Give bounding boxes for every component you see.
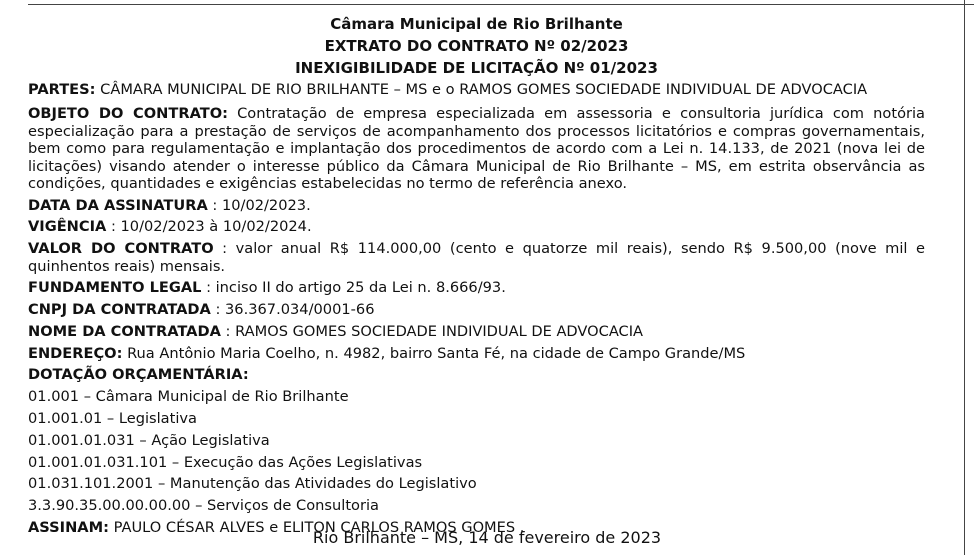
data-assinatura-label: DATA DA ASSINATURA (28, 196, 208, 214)
dotacao-item: 01.001.01 – Legislativa (28, 410, 197, 428)
fundamento-label: FUNDAMENTO LEGAL (28, 279, 202, 297)
top-border (28, 4, 974, 5)
nome-value: : RAMOS GOMES SOCIEDADE INDIVIDUAL DE ADVOCACIA (220, 322, 644, 340)
partes-value: CÂMARA MUNICIPAL DE RIO BRILHANTE – MS e o RAMOS GOMES SOCIEDADE INDIVIDUAL DE ADVOCACIA (95, 81, 868, 99)
fundamento-value: : inciso II do artigo 25 da Lei n. 8.666/93. (201, 279, 506, 297)
document-title: EXTRATO DO CONTRATO Nº 02/2023 (324, 36, 629, 55)
endereco-value: Rua Antônio Maria Coelho, n. 4982, bairro Santa Fé, na cidade de Campo Grande/MS (122, 344, 746, 362)
contract-extract (28, 14, 925, 539)
data-assinatura-line (28, 195, 925, 217)
org-name: Câmara Municipal de Rio Brilhante (330, 15, 623, 33)
nome-label: NOME DA CONTRATADA (28, 322, 221, 340)
assinam-label: ASSINAM: (28, 519, 109, 537)
dotacao-item: 01.001 – Câmara Municipal de Rio Brilhante (28, 388, 349, 406)
endereco-line (28, 343, 925, 365)
place-date-footer: Rio Brilhante – MS, 14 de fevereiro de 2023 (312, 528, 662, 547)
dotacao-item: 01.001.01.031 – Ação Legislativa (28, 431, 270, 449)
dotacao-item: 01.031.101.2001 – Manutenção das Atividades do Legislativo (28, 475, 477, 493)
valor-label: VALOR DO CONTRATO (28, 240, 214, 258)
objeto-label: OBJETO DO CONTRATO: (28, 105, 228, 123)
vigencia-line (28, 216, 925, 238)
fundamento-line (28, 277, 925, 299)
vigencia-value: : 10/02/2023 à 10/02/2024. (106, 218, 312, 236)
partes-label: PARTES: (28, 81, 96, 99)
dotacao-label: DOTAÇÃO ORÇAMENTÁRIA: (28, 366, 249, 384)
assinam-value: PAULO CÉSAR ALVES e ELITON CARLOS RAMOS GOMES . (108, 519, 525, 537)
partes-line (28, 79, 925, 101)
document-subtitle: INEXIGIBILIDADE DE LICITAÇÃO Nº 01/2023 (295, 58, 658, 77)
endereco-label: ENDEREÇO: (28, 344, 123, 362)
dotacao-item: 01.001.01.031.101 – Execução das Ações Legislativas (28, 453, 423, 471)
objeto-value: Contratação de empresa especializada em assessoria e consultoria jurídica com notória especialização para a prestação de serviços de acompanhamento dos processos licitatórios e compras governamentais, bem como para regulamentação e implantação dos procedimentos de acordo com a Lei n. 14.133, de 2021 (nova lei de licitações) visando atender o interesse público da Câmara Municipal de Rio Brilhante – MS, em estrita observância as condições, quantidades e exigências estabelecidas no termo de referência anexo. (28, 105, 925, 193)
cnpj-value: : 36.367.034/0001-66 (210, 301, 375, 319)
vigencia-label: VIGÊNCIA (28, 218, 107, 236)
nome-line (28, 321, 925, 343)
valor-value: : valor anual R$ 114.000,00 (cento e quatorze mil reais), sendo R$ 9.500,00 (nove mil e quinhentos reais) mensais. (28, 240, 926, 275)
cnpj-label: CNPJ DA CONTRATADA (28, 301, 211, 319)
cnpj-line (28, 299, 925, 321)
data-assinatura-value: : 10/02/2023. (207, 196, 311, 214)
objeto-paragraph (28, 105, 925, 193)
valor-paragraph (28, 240, 925, 275)
right-border (964, 0, 965, 555)
dotacao-item: 3.3.90.35.00.00.00.00 – Serviços de Consultoria (28, 497, 379, 515)
